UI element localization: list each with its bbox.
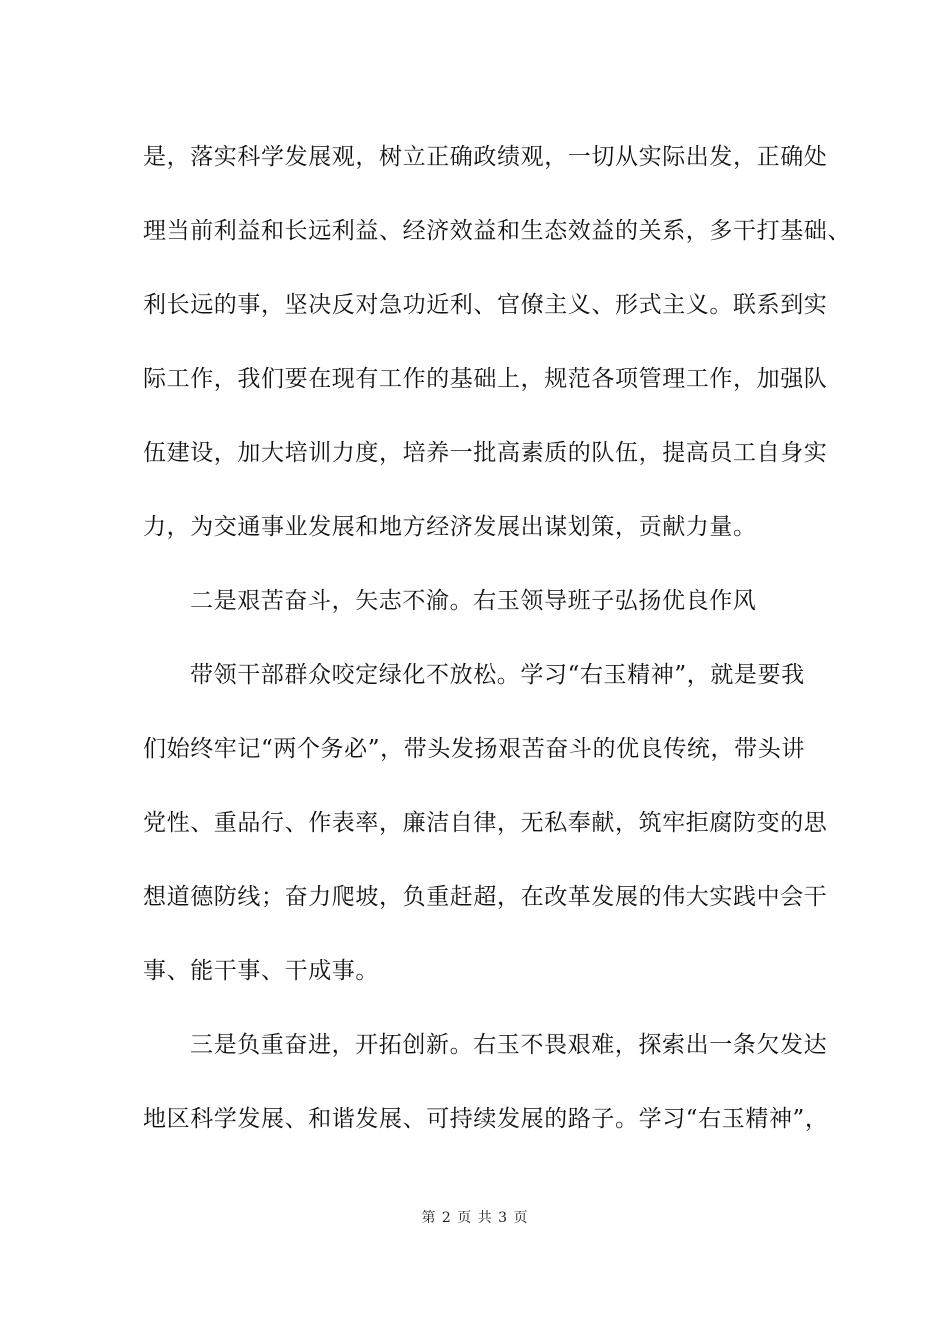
body-text-line: 事、能干事、干成事。 <box>143 958 379 984</box>
body-text-line: 际工作，我们要在现有工作的基础上，规范各项管理工作，加强队 <box>143 366 828 392</box>
body-text-line: 三是负重奋进，开拓创新。右玉不畏艰难，探索出一条欠发达 <box>190 1032 828 1058</box>
body-text-line: 党性、重品行、作表率，廉洁自律，无私奉献，筑牢拒腐防变的思 <box>143 810 828 836</box>
paragraph-heading-line: 二是艰苦奋斗，矢志不渝。右玉领导班子弘扬优良作风 <box>190 588 757 614</box>
body-text-line: 理当前利益和长远利益、经济效益和生态效益的关系，多干打基础、 <box>143 218 851 244</box>
body-text-line: 是，落实科学发展观，树立正确政绩观，一切从实际出发，正确处 <box>143 144 828 170</box>
body-text-line: 力，为交通事业发展和地方经济发展出谋划策，贡献力量。 <box>143 514 757 540</box>
body-text-line: 想道德防线；奋力爬坡，负重赶超，在改革发展的伟大实践中会干 <box>143 884 828 910</box>
body-text-line: 带领干部群众咬定绿化不放松。学习“右玉精神”，就是要我 <box>190 662 805 688</box>
body-text-line: 伍建设，加大培训力度，培养一批高素质的队伍，提高员工自身实 <box>143 440 828 466</box>
body-text-line: 利长远的事，坚决反对急功近利、官僚主义、形式主义。联系到实 <box>143 292 828 318</box>
body-text-line: 们始终牢记“两个务必”，带头发扬艰苦奋斗的优良传统，带头讲 <box>143 736 805 762</box>
body-text-line: 地区科学发展、和谐发展、可持续发展的路子。学习“右玉精神”， <box>143 1106 829 1132</box>
page-number-footer: 第 2 页 共 3 页 <box>421 1210 529 1226</box>
